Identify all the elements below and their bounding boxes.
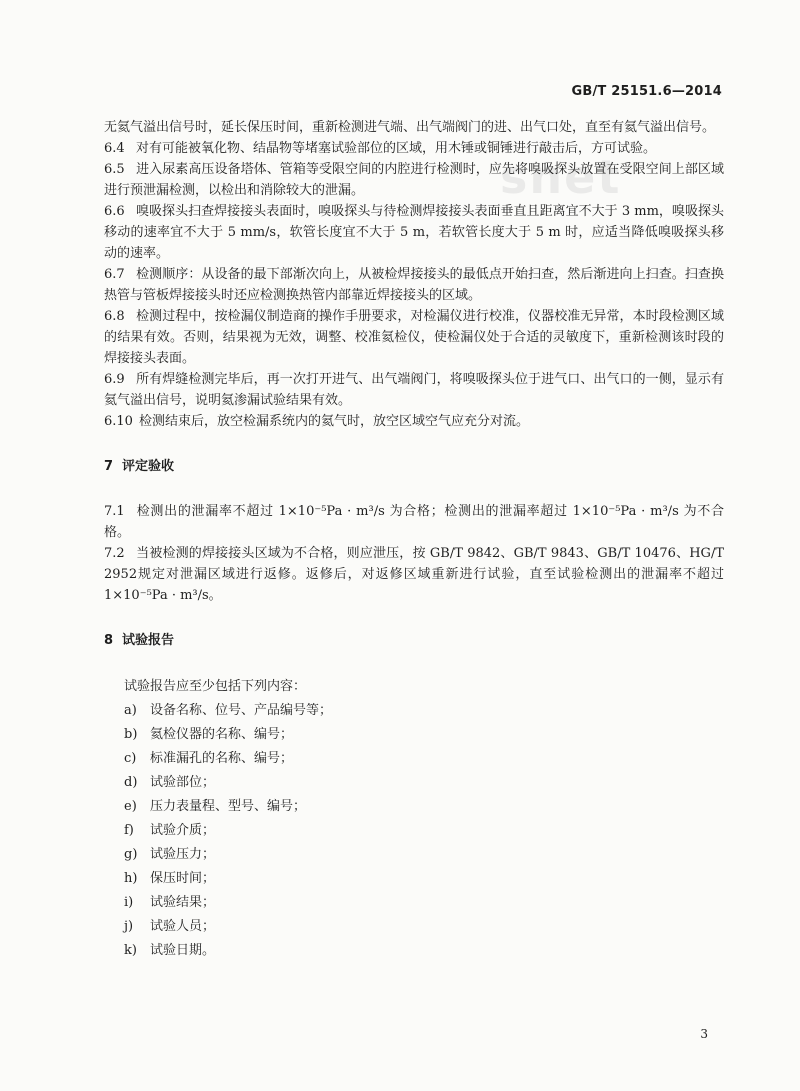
document-body [104, 117, 724, 963]
clause-text: 检测顺序：从设备的最下部渐次向上，从被检焊接接头的最低点开始扫查，然后渐进向上扫查。扫查换热管与管板焊接接头时还应检测换热管内部靠近焊接接头的区域。 [104, 267, 724, 303]
section-7-title: 评定验收 [122, 459, 175, 474]
list-item-text: 压力表量程、型号、编号； [150, 799, 307, 814]
clause-paragraph [104, 369, 724, 411]
clause-text: 检测结束后，放空检漏系统内的氦气时，放空区域空气应充分对流。 [138, 414, 529, 429]
list-item [104, 747, 724, 771]
list-item [104, 891, 724, 915]
list-item [104, 819, 724, 843]
clause-paragraph [104, 411, 724, 432]
clause-number: 6.10 [104, 414, 133, 429]
list-item-label: a) [124, 703, 137, 718]
clause-paragraph [104, 306, 724, 369]
list-item-text: 标准漏孔的名称、编号； [150, 751, 294, 766]
list-item-label: j) [124, 919, 134, 934]
clause-paragraph [104, 138, 724, 159]
list-item-text: 保压时间； [150, 871, 216, 886]
clause-text: 检测出的泄漏率不超过 1×10⁻⁵Pa · m³/s 为合格；检测出的泄漏率超过 1×10⁻⁵Pa · m³/s 为不合格。 [104, 504, 724, 540]
continuation-paragraph: 无氦气溢出信号时，延长保压时间，重新检测进气端、出气端阀门的进、出气口处，直至有氦气溢出信号。 [104, 120, 716, 135]
list-item-text: 设备名称、位号、产品编号等； [150, 703, 333, 718]
list-item-text: 试验部位； [150, 775, 216, 790]
clause-paragraph [104, 543, 724, 606]
report-items-list [104, 699, 724, 963]
section-8-intro: 试验报告应至少包括下列内容： [124, 679, 307, 694]
clause-text: 所有焊缝检测完毕后，再一次打开进气、出气端阀门，将嗅吸探头位于进气口、出气口的一侧，显示有氦气溢出信号，说明氦渗漏试验结果有效。 [104, 372, 724, 408]
standard-code: GB/T 25151.6—2014 [571, 84, 722, 99]
list-item-label: c) [124, 751, 137, 766]
list-item-label: i) [124, 895, 134, 910]
section-8-number: 8 [104, 633, 114, 648]
clause-text: 对有可能被氧化物、结晶物等堵塞试验部位的区域，用木锤或铜锤进行敲击后，方可试验。 [136, 141, 657, 156]
clause-number: 7.1 [104, 504, 125, 519]
clause-number: 6.5 [104, 162, 125, 177]
list-item [104, 795, 724, 819]
list-item-label: f) [124, 823, 134, 838]
clause-number: 7.2 [104, 546, 125, 561]
list-item [104, 939, 724, 963]
section-8-title: 试验报告 [122, 633, 175, 648]
list-item-text: 试验人员； [150, 919, 216, 934]
list-item [104, 771, 724, 795]
clause-paragraph [104, 201, 724, 264]
clause-paragraph [104, 159, 724, 201]
clause-text: 进入尿素高压设备塔体、管箱等受限空间的内腔进行检测时，应先将嗅吸探头放置在受限空间上部区域进行预泄漏检测，以检出和消除较大的泄漏。 [104, 162, 724, 198]
section-7-clauses [104, 501, 724, 606]
list-item-label: h) [124, 871, 138, 886]
list-item [104, 723, 724, 747]
clause-text: 当被检测的焊接接头区域为不合格，则应泄压，按 GB/T 9842、GB/T 9843、GB/T 10476、HG/T 2952规定对泄漏区域进行返修。返修后，对返修区域重新进行试验，直至试验检测出的泄漏率不超过 1×10⁻⁵Pa · m³/s。 [104, 546, 724, 603]
clause-number: 6.7 [104, 267, 125, 282]
clause-text: 检测过程中，按检漏仪制造商的操作手册要求，对检漏仪进行校准，仪器校准无异常，本时段检测区域的结果有效。否则，结果视为无效，调整、校准氦检仪，使检漏仪处于合适的灵敏度下，重新检测该时段的焊接接头表面。 [104, 309, 724, 366]
list-item [104, 867, 724, 891]
page-number: 3 [700, 1027, 708, 1041]
clause-paragraph [104, 501, 724, 543]
list-item-text: 试验介质； [150, 823, 216, 838]
clause-text: 嗅吸探头扫查焊接接头表面时，嗅吸探头与待检测焊接接头表面垂直且距离宜不大于 3 mm，嗅吸探头移动的速率宜不大于 5 mm/s，软管长度宜不大于 5 m，若软管长度大于 5 m 时，应适当降低嗅吸探头移动的速率。 [104, 204, 724, 261]
list-item-text: 试验日期。 [150, 943, 216, 958]
list-item [104, 915, 724, 939]
section-6-clauses [104, 138, 724, 432]
watermark: snet [500, 150, 622, 204]
list-item [104, 843, 724, 867]
list-item [104, 699, 724, 723]
clause-number: 6.8 [104, 309, 125, 324]
list-item-label: e) [124, 799, 137, 814]
list-item-label: b) [124, 727, 138, 742]
list-item-text: 试验结果； [150, 895, 216, 910]
section-8-heading [104, 630, 724, 651]
section-7-number: 7 [104, 459, 114, 474]
clause-number: 6.4 [104, 141, 125, 156]
list-item-label: d) [124, 775, 138, 790]
list-item-text: 试验压力； [150, 847, 216, 862]
clause-paragraph [104, 264, 724, 306]
clause-number: 6.6 [104, 204, 125, 219]
list-item-label: g) [124, 847, 138, 862]
clause-number: 6.9 [104, 372, 125, 387]
section-7-heading [104, 456, 724, 477]
list-item-label: k) [124, 943, 137, 958]
list-item-text: 氦检仪器的名称、编号； [150, 727, 294, 742]
